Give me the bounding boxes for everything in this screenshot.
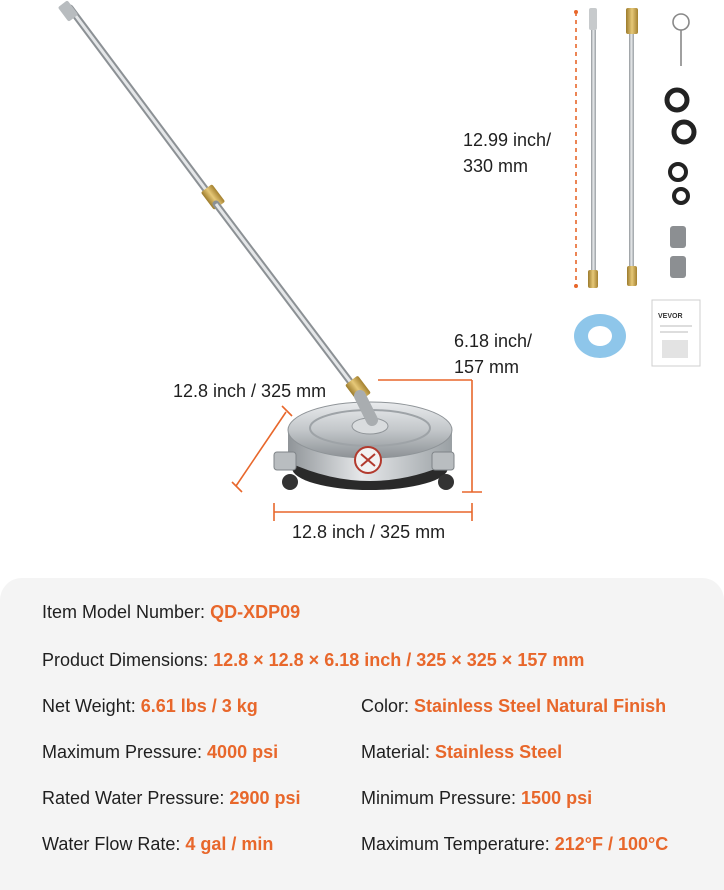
accessory-parts bbox=[667, 14, 694, 278]
spec-key: Net Weight: bbox=[42, 696, 136, 716]
height-line1: 6.18 inch/ bbox=[454, 331, 533, 351]
spec-key: Material: bbox=[361, 742, 431, 762]
surface-cleaner bbox=[274, 396, 454, 490]
spec-key: Maximum Temperature: bbox=[361, 834, 550, 854]
spec-key: Item Model Number: bbox=[42, 602, 206, 622]
rod-length-line2: 330 mm bbox=[463, 156, 529, 176]
spec-value: 212°F / 100°C bbox=[554, 834, 669, 854]
rod-length-line1: 12.99 inch/ bbox=[463, 130, 552, 150]
rod-length-label bbox=[463, 127, 551, 179]
spec-value: 1500 psi bbox=[521, 788, 593, 808]
thread-tape bbox=[574, 314, 626, 358]
spec-key: Rated Water Pressure: bbox=[42, 788, 225, 808]
spec-min-pressure bbox=[361, 786, 592, 810]
spec-color bbox=[361, 694, 666, 718]
width-label: 12.8 inch / 325 mm bbox=[292, 522, 446, 542]
spec-value: Stainless Steel Natural Finish bbox=[414, 696, 667, 716]
spec-rated-pressure bbox=[42, 786, 300, 810]
spec-value: 2900 psi bbox=[229, 788, 301, 808]
booklet-brand: VEVOR bbox=[658, 313, 683, 320]
spec-value: QD-XDP09 bbox=[210, 602, 301, 622]
spec-flow-rate bbox=[42, 832, 273, 856]
spec-max-pressure bbox=[42, 740, 278, 764]
spec-value: 6.61 lbs / 3 kg bbox=[140, 696, 258, 716]
height-label bbox=[454, 328, 532, 380]
spec-model bbox=[42, 600, 300, 624]
spec-value: 4 gal / min bbox=[185, 834, 274, 854]
spec-value: 12.8 × 12.8 × 6.18 inch / 325 × 325 × 157 mm bbox=[213, 650, 585, 670]
spec-key: Water Flow Rate: bbox=[42, 834, 181, 854]
depth-label: 12.8 inch / 325 mm bbox=[173, 381, 327, 401]
spec-key: Product Dimensions: bbox=[42, 650, 209, 670]
spec-material bbox=[361, 740, 562, 764]
spec-key: Maximum Pressure: bbox=[42, 742, 203, 762]
spec-key: Minimum Pressure: bbox=[361, 788, 517, 808]
spec-key: Color: bbox=[361, 696, 410, 716]
spec-dimensions bbox=[42, 648, 584, 672]
height-line2: 157 mm bbox=[454, 357, 520, 377]
spec-value: 4000 psi bbox=[207, 742, 279, 762]
wand bbox=[58, 0, 371, 402]
instruction-booklet bbox=[652, 300, 700, 366]
spec-net-weight bbox=[42, 694, 258, 718]
spec-max-temperature bbox=[361, 832, 668, 856]
spec-value: Stainless Steel bbox=[435, 742, 563, 762]
spec-panel bbox=[0, 578, 724, 890]
extension-rods bbox=[588, 8, 638, 288]
